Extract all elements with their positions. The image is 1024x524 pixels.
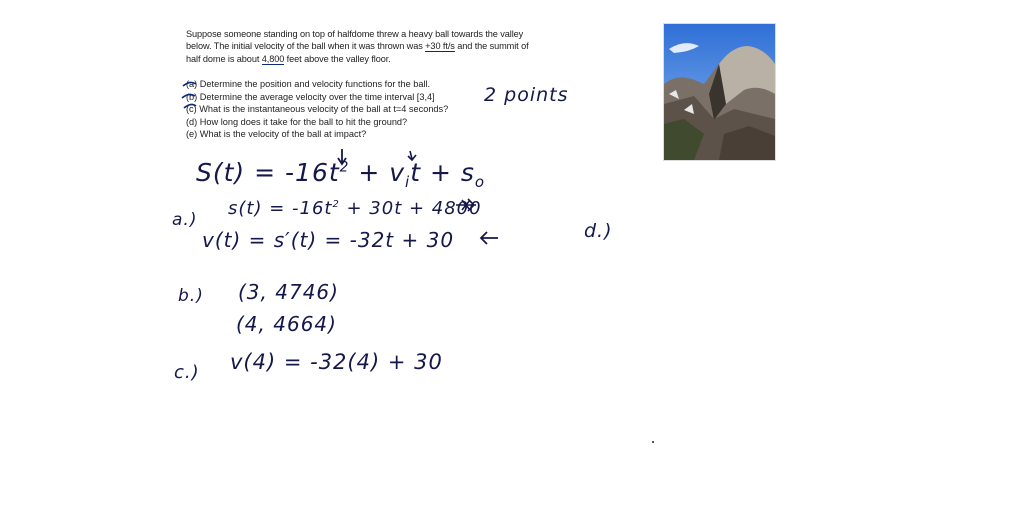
position-function [228,198,482,219]
instant-velocity-expression: v(4) = -32(4) + 30 [230,350,443,374]
line3-pre: half dome is about [186,53,262,64]
question-list [186,78,448,141]
problem-statement [186,28,606,65]
velocity-function: v(t) = s′(t) = -32t + 30 [202,228,455,252]
problem-line-2 [186,40,606,52]
question-b: (b) Determine the average velocity over the time interval [3,4] [186,91,435,102]
problem-line-1: Suppose someone standing on top of halfdome threw a heavy ball towards the valley [186,29,524,39]
line3-post: feet above the valley floor. [284,53,391,64]
checkmark-marks [180,78,200,118]
stray-dot [652,441,654,443]
pos-fn: s(t) = -16t [228,198,333,219]
question-a: (a) Determine the position and velocity functions for the ball. [186,79,431,89]
line2-pre: below. The initial velocity of the ball when it was thrown was [186,41,426,52]
general-exp: 2 [339,159,350,176]
label-c: c.) [174,362,200,383]
label-d: d.) [584,220,613,242]
arrow-markers [335,147,425,169]
half-dome-photo [663,23,776,161]
point-2: (4, 4664) [236,312,337,336]
line2-post: and the summit of [454,41,529,52]
label-b: b.) [178,286,204,306]
summit-height: 4,800 [261,53,285,64]
question-d: (d) How long does it take for the ball to hit the ground? [186,116,408,127]
general-t: t + s [410,158,475,187]
arrow-left-icon [478,230,500,246]
general-s: S(t) = -16t [196,158,340,187]
label-a: a.) [172,210,198,230]
pos-rest: + 30t + 4800 [339,198,482,219]
star-mark-icon [454,197,478,213]
general-sub-0: o [474,173,486,191]
problem-line-3 [186,53,606,65]
point-1: (3, 4746) [238,280,339,304]
general-mid: + v [349,158,406,187]
pos-exp: 2 [332,199,340,210]
points-note: 2 points [484,84,569,106]
question-c: (c) What is the instantaneous velocity of the ball at t=4 seconds? [186,104,449,115]
initial-velocity: +30 ft/s [425,41,455,52]
general-sub-i: i [405,173,411,191]
question-e: (e) What is the velocity of the ball at impact? [186,129,367,140]
